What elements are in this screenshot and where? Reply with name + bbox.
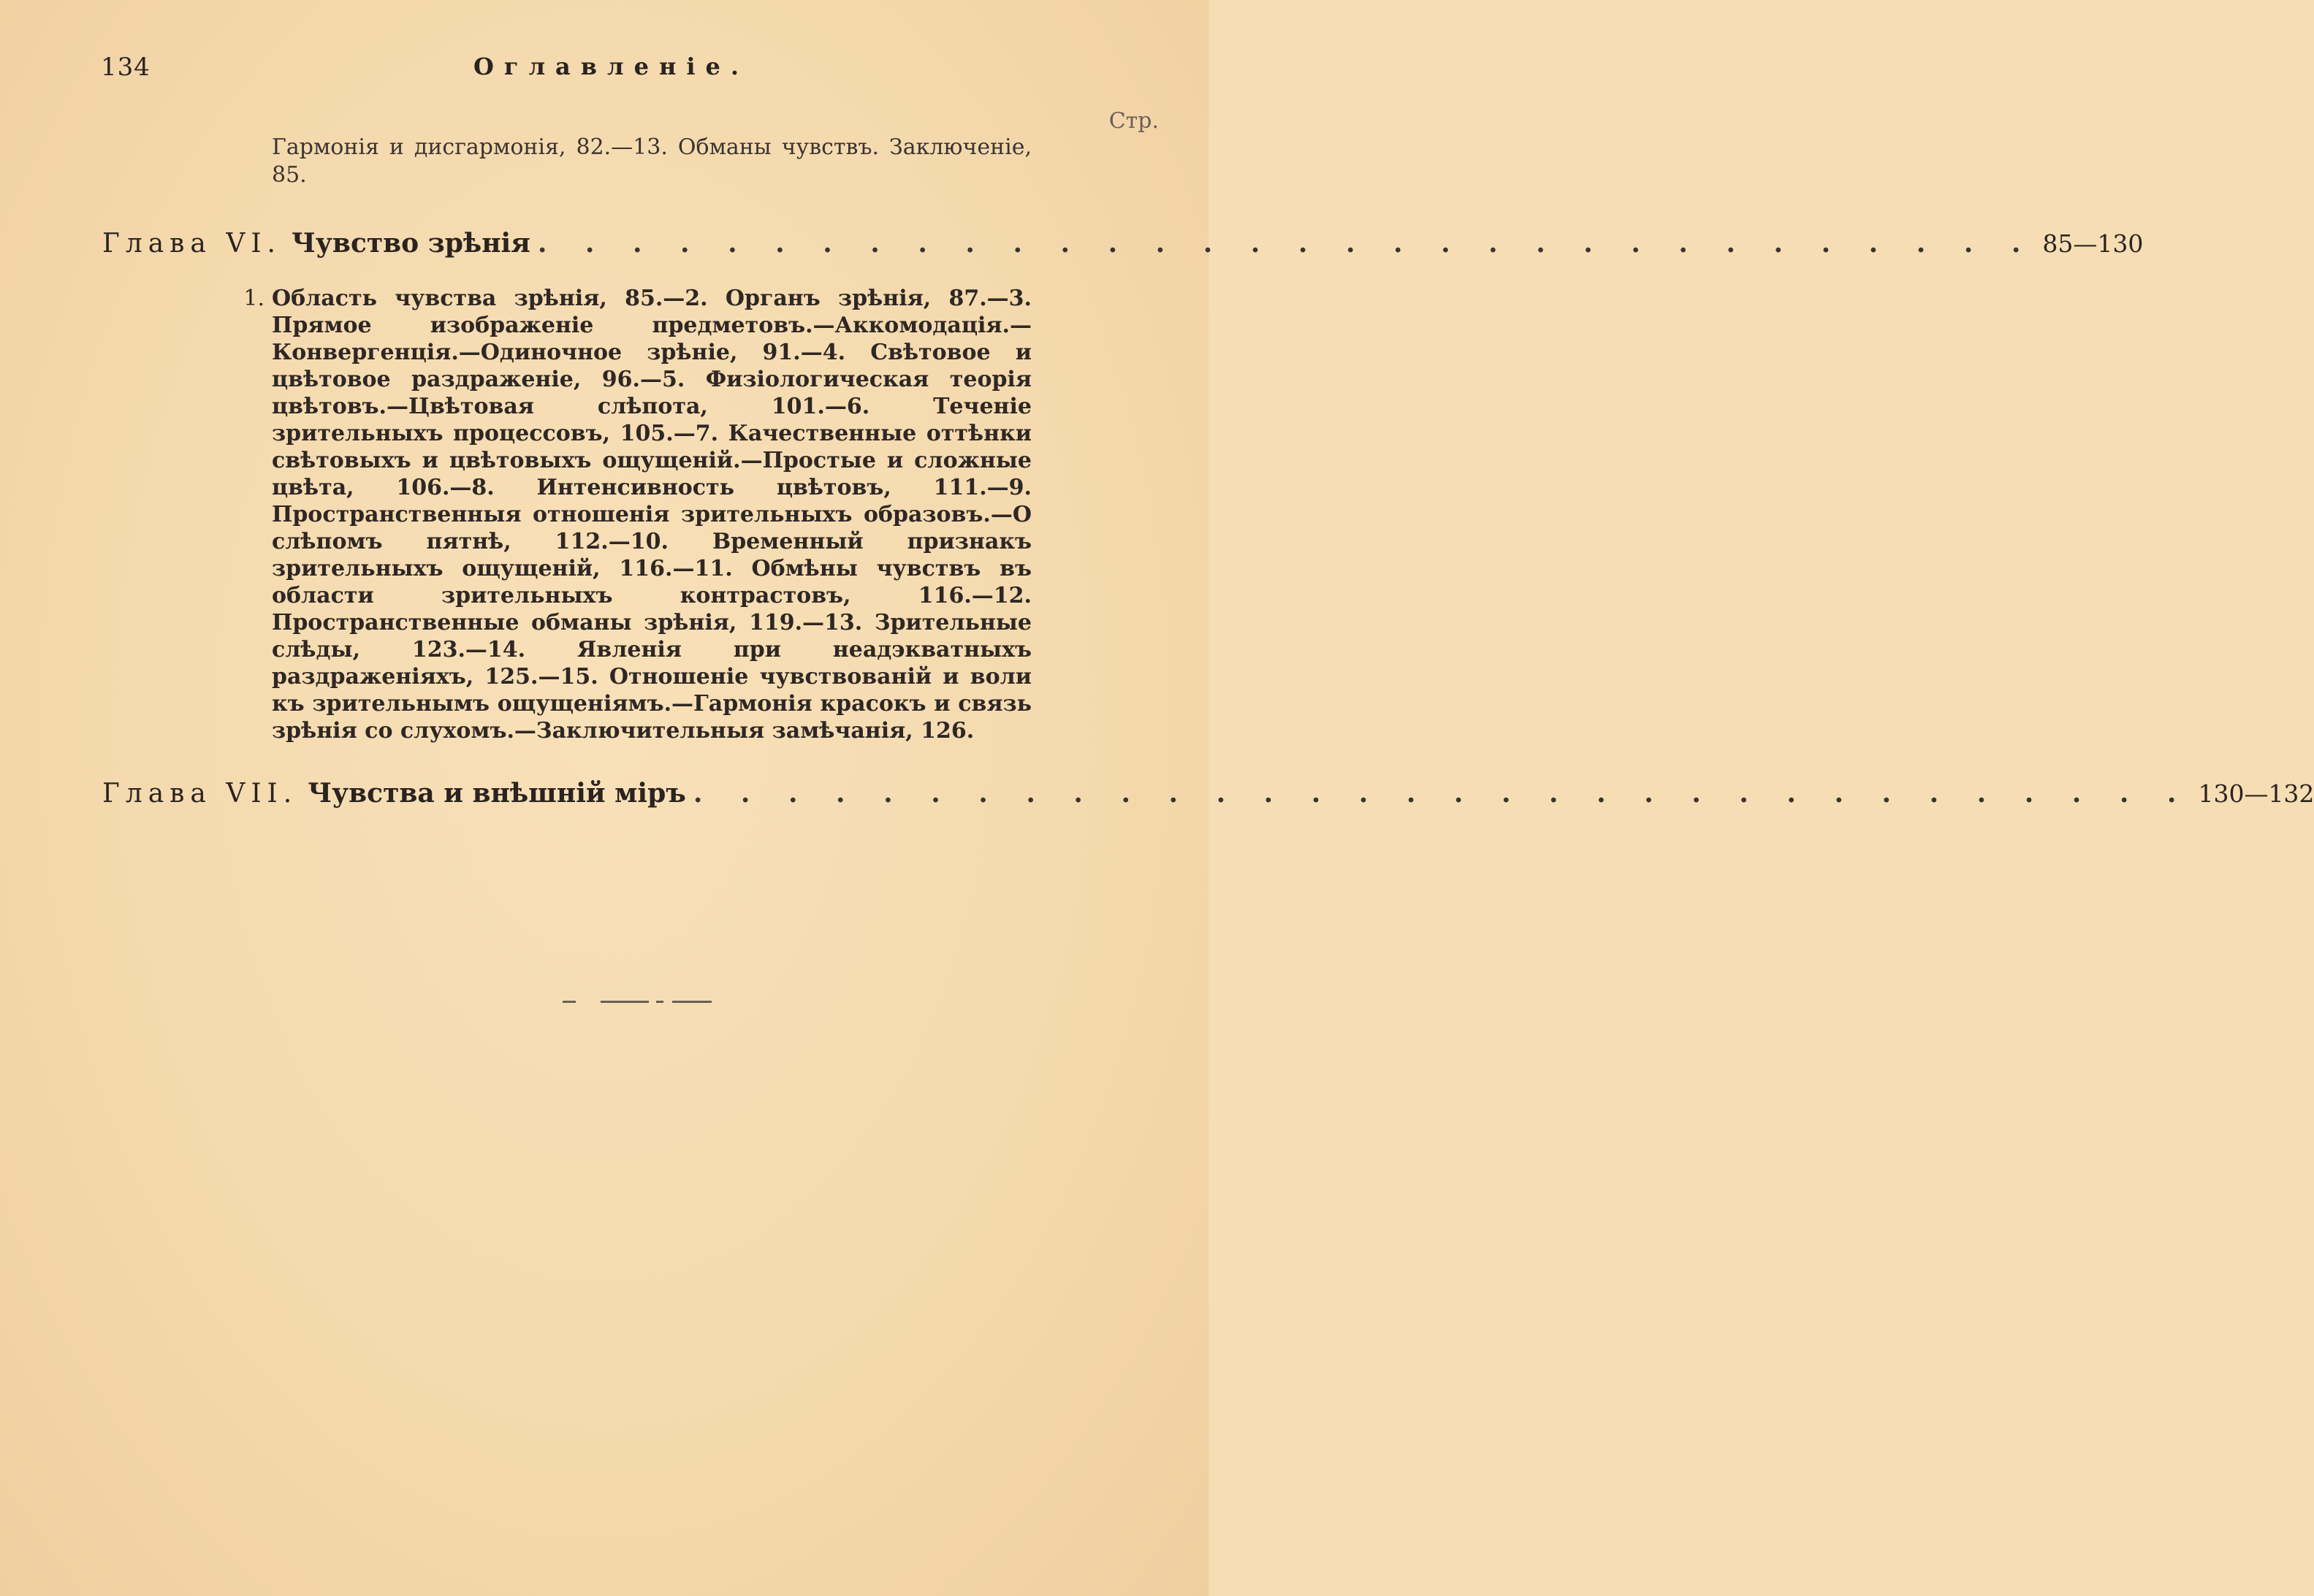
chapter-pages: 85—130 xyxy=(2042,229,2144,258)
running-title: Оглавленіе. xyxy=(473,53,750,80)
contents-text: Область чувства зрѣнія, 85.—2. Органъ зрѣнія, 87.—3. Прямое изображеніе предметовъ.—Аккомодація.—Конвергенція.—Одиночное зрѣніе, 91.—4. Свѣтовое и цвѣтовое раздраженіе, 96.—5. Физіологическая теорія цвѣтовъ.—Цвѣтовая слѣпота, 101.—6. Теченіе зрительныхъ процессовъ, 105.—7. Качественные оттѣнки свѣтовыхъ и цвѣтовыхъ ощущеній.—Простые и сложные цвѣта, 106.—8. Интенсивность цвѣтовъ, 111.—9. Пространственныя отношенія зрительныхъ образовъ.—О слѣпомъ пятнѣ, 112.—10. Временный признакъ зрительныхъ ощущеній, 116.—11. Обмѣны чувствъ въ области зрительныхъ контрастовъ, 116.—12. Пространственные обманы зрѣнія, 119.—13. Зрительные слѣды, 123.—14. Явленія при неадэкватныхъ раздраженіяхъ, 125.—15. Отношеніе чувствованій и воли къ зрительнымъ ощущеніямъ.—Гармонія красокъ и связь зрѣнія со слухомъ.—Заключительныя замѣчанія, 126. xyxy=(272,286,1032,744)
ornament-dash xyxy=(601,1001,649,1003)
dot-leader: . . . . . . . . . . . . . . . . . . . . . . . . . . . . . . . . xyxy=(537,228,2036,259)
chapter-pages: 130—132 xyxy=(2198,779,2314,808)
chapter-contents-vi xyxy=(243,285,1032,744)
ornament-dash xyxy=(563,1001,576,1003)
dot-leader: . . . . . . . . . . . . . . . . . . . . . . . . . . . . . . . . xyxy=(693,778,2191,809)
ornament-dash xyxy=(672,1001,712,1003)
page-number: 134 xyxy=(101,53,151,82)
continuation-text: Гармонія и дисгармонія, 82.—13. Обманы чувствъ. Заключеніе, 85. xyxy=(272,134,1032,188)
item-number: 1. xyxy=(243,286,264,311)
chapter-label: Глава VII. xyxy=(102,779,298,809)
chapter-title: Чувство зрѣнія xyxy=(292,228,530,259)
page-column-label: Стр. xyxy=(1108,108,1159,134)
chapter-title: Чувства и внѣшній міръ xyxy=(308,778,686,809)
end-ornament xyxy=(563,1001,716,1004)
chapter-label: Глава VI. xyxy=(102,229,282,259)
chapter-entry-vi[interactable] xyxy=(102,228,2144,264)
page-header xyxy=(101,53,1160,85)
ornament-dash xyxy=(656,1001,663,1003)
chapter-entry-vii[interactable] xyxy=(102,778,2314,814)
